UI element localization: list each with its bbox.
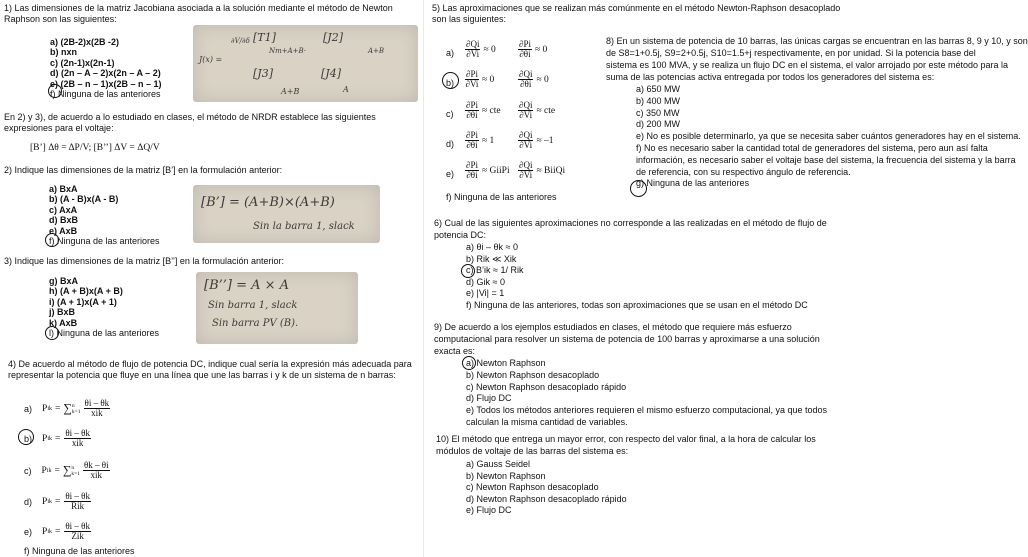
q9-text-line: computacional para resolver un sistema de potencia de 100 barras y aproximarse a una solución xyxy=(434,334,820,344)
power-subscript: ik xyxy=(47,435,52,442)
q6-option: f) Ninguna de las anteriores, todas son aproximaciones que se usan en el método DC xyxy=(466,300,808,310)
q4-denominator: xik xyxy=(90,470,103,480)
q5-derivative xyxy=(518,40,532,59)
q8-option: de referencia, con su respectivo ángulo de referencia. xyxy=(636,166,851,177)
handwritten-note-q3: [B’’] = A × A Sin barra 1, slack Sin barra PV (B). xyxy=(196,272,358,344)
q3-option: h) (A + B)x(A + B) xyxy=(49,286,123,297)
q5-derivative xyxy=(465,131,479,150)
q5-derivative-numerator: ∂Pi xyxy=(466,130,478,140)
q6-option: e) |Vi| = 1 xyxy=(466,288,505,299)
question-3-text: 3) Indique las dimensiones de la matriz [B’’] en la formulación anterior: xyxy=(4,256,284,266)
q9-option: d) Flujo DC xyxy=(466,393,512,404)
power-symbol: P xyxy=(42,496,48,507)
power-subscript: ik xyxy=(47,405,52,412)
q5-approx-value: ≈ –1 xyxy=(536,135,554,146)
q6-option: a) θi – θk ≈ 0 xyxy=(466,242,518,252)
q2-option: d) BxB xyxy=(49,215,78,226)
q8-text-line: de S8=1+0.5j, S9=2+0.5j, S10=1.5+j respectivamente, en por unidad. Si la potencia base del xyxy=(606,48,976,58)
q4-numerator: θk – θi xyxy=(84,460,109,470)
q1-option: c) (2n-1)x(2n-1) xyxy=(50,57,115,68)
q10-text-line: módulos de voltaje de las barras del sistema es: xyxy=(436,446,629,456)
sum-upper-limit: n xyxy=(71,464,75,471)
power-symbol: P xyxy=(42,526,48,537)
q2-option: b) (A - B)x(A - B) xyxy=(49,194,119,205)
q10-option: c) Newton Raphson desacoplado xyxy=(466,482,599,493)
q4-fraction xyxy=(64,429,91,448)
q4-formula-row xyxy=(24,429,92,448)
q5-approx-value: ≈ 1 xyxy=(481,135,495,146)
q9-option: e) Todos los métodos anteriores requieren el mismo esfuerzo computacional, ya que todos xyxy=(466,405,828,416)
q1-option: d) (2n – A – 2)x(2n – A – 2) xyxy=(50,68,161,79)
q1-option: e) (2B – n – 1)x(2B – n – 1) xyxy=(50,78,162,89)
q5-option-label: c) xyxy=(446,109,454,119)
q5-approx-value: ≈ BiiQi xyxy=(536,165,566,176)
sum-limits xyxy=(71,465,80,477)
q5-option-label: b) xyxy=(446,78,455,88)
sum-symbol: ∑ xyxy=(62,463,72,477)
q9-option: c) Newton Raphson desacoplado rápido xyxy=(466,381,627,392)
q4-option-label: e) xyxy=(24,526,33,537)
q2-option: a) BxA xyxy=(49,184,78,194)
q8-option: d) 200 MW xyxy=(636,119,681,130)
q4-option-label: d) xyxy=(24,496,33,507)
q3-option: i) (A + 1)x(A + 1) xyxy=(49,296,117,307)
question-4-option-f: f) Ninguna de las anteriores xyxy=(24,546,135,556)
q5-derivative-denominator: ∂Vi xyxy=(466,49,480,59)
power-subscript: ik xyxy=(47,528,52,535)
sum-lower-limit: k=1 xyxy=(71,470,80,477)
q8-option: a) 650 MW xyxy=(636,84,681,94)
q5-derivative xyxy=(518,70,533,89)
answer-circle-q2 xyxy=(45,233,59,247)
q5-derivative-numerator: ∂Qi xyxy=(466,39,480,49)
answer-circle-q1 xyxy=(48,84,62,98)
q4-fraction xyxy=(83,461,110,480)
q10-option: e) Flujo DC xyxy=(466,505,512,516)
q8-text-line: sistema es 100 MVA, y se realiza un flujo DC en el sistema, el valor arrojado por este método para la xyxy=(606,60,1009,70)
q8-text-line: 8) En un sistema de potencia de 10 barras, las únicas cargas se encuentran en las barras 8, 9 y 10, y son xyxy=(606,36,1028,46)
q5-derivative-numerator: ∂Qi xyxy=(519,130,533,140)
q6-text-line: 6) Cual de las siguientes aproximaciones no corresponde a las realizadas en el método de flujo de xyxy=(434,218,827,228)
q6-option: b) Rik ≪ Xik xyxy=(466,253,517,264)
question-4-text: 4) De acuerdo al método de flujo de potencia DC, indique cual sería la expresión más adecuada para representar la potencia que fluye en una línea que une las barras i y k de un sistema de n barras: xyxy=(8,359,412,380)
q8-option: información, es necesario saber el voltaje base del sistema, la frecuencia del sistema y la barra xyxy=(636,154,1016,165)
q5-approximation xyxy=(464,40,496,59)
power-symbol: P xyxy=(42,433,48,444)
q5-derivative-denominator: ∂Vi xyxy=(519,140,533,150)
equals-sign: = xyxy=(54,465,60,476)
q5-option-label: a) xyxy=(446,48,455,58)
equals-sign: = xyxy=(54,433,61,444)
q5-approximation xyxy=(464,70,494,89)
q5-approx-value: ≈ GiiPi xyxy=(481,165,510,176)
q4-option-label: a) xyxy=(24,403,33,414)
q5-approximation xyxy=(517,40,547,59)
q5-approximation xyxy=(517,131,554,150)
sum-upper-limit: n xyxy=(71,402,75,409)
answer-circle-q8 xyxy=(630,180,647,197)
q10-option: b) Newton Raphson xyxy=(466,470,546,481)
q9-option: a) Newton Raphson xyxy=(466,358,546,368)
intro-equation: [B’] Δθ = ΔP/V; [B’’] ΔV = ΔQ/V xyxy=(30,143,160,153)
equals-sign: = xyxy=(54,496,61,507)
q2-option: f) Ninguna de las anteriores xyxy=(49,236,160,246)
q4-fraction xyxy=(84,399,111,418)
q8-text-line: suma de las potencias activa entregada por todos los generadores del sistema es: xyxy=(606,72,935,82)
sum-limits xyxy=(72,403,81,415)
q5-derivative-denominator: ∂Vi xyxy=(519,170,533,180)
equals-sign: = xyxy=(54,403,61,414)
answer-circle-q6 xyxy=(461,264,475,278)
q2-option: c) AxA xyxy=(49,204,78,215)
q4-formula-row xyxy=(24,399,111,418)
q5-approx-value: ≈ cte xyxy=(536,105,556,116)
intro-text: En 2) y 3), de acuerdo a lo estudiado en clases, el método de NRDR establece las siguientes expresiones para el voltaje: xyxy=(4,112,376,133)
q4-numerator: θi – θk xyxy=(65,428,90,438)
q5-derivative-denominator: ∂θi xyxy=(520,79,532,89)
q8-option: c) 350 MW xyxy=(636,107,680,118)
q4-option-label: b) xyxy=(24,433,33,444)
q5-approx-value: ≈ 0 xyxy=(483,44,496,55)
column-divider xyxy=(423,0,424,557)
q5-derivative-denominator: ∂Vi xyxy=(519,110,533,120)
handwritten-note-q1: J(x) = ∂V/∂δ [T1] [J2] Nm+A+B· [J3] [J4] A+B A A+B xyxy=(193,25,418,102)
q4-denominator: xik xyxy=(71,438,84,448)
q5-derivative-numerator: ∂Pi xyxy=(519,39,531,49)
q5-approximation xyxy=(517,161,565,180)
q5-approximation xyxy=(517,101,555,120)
q6-option: d) Gik ≈ 0 xyxy=(466,276,505,287)
q4-denominator: Zik xyxy=(71,531,84,541)
sum-lower-limit: k=1 xyxy=(71,408,81,415)
equals-sign: = xyxy=(54,526,61,537)
q3-option: g) BxA xyxy=(49,276,78,286)
q5-approx-value: ≈ cte xyxy=(481,105,501,116)
q5-derivative xyxy=(518,131,533,150)
q10-text-line: 10) El método que entrega un mayor error, con respecto del valor final, a la hora de calcular los xyxy=(436,434,816,444)
q5-option-label: d) xyxy=(446,139,455,149)
answer-circle-q3 xyxy=(45,326,59,340)
question-5-option-f: f) Ninguna de las anteriores xyxy=(446,192,557,202)
q6-option: c) B’ik ≈ 1/ Rik xyxy=(466,265,524,276)
q9-text-line: exacta es: xyxy=(434,346,476,356)
q5-derivative-denominator: ∂Vi xyxy=(465,79,479,89)
q9-option: b) Newton Raphson desacoplado xyxy=(466,369,600,380)
q4-numerator: θi – θk xyxy=(65,491,90,501)
q5-approximation xyxy=(464,131,494,150)
q5-derivative xyxy=(465,161,479,180)
q5-derivative-numerator: ∂Pi xyxy=(466,100,478,110)
q5-derivative xyxy=(518,101,533,120)
q10-option: d) Newton Raphson desacoplado rápido xyxy=(466,493,627,504)
q4-option-label: c) xyxy=(24,465,32,476)
q5-derivative-numerator: ∂Qi xyxy=(519,160,533,170)
q5-approx-value: ≈ 0 xyxy=(536,74,549,85)
q9-option: calculan la misma cantidad de variables. xyxy=(466,417,628,427)
q5-derivative-denominator: ∂θi xyxy=(466,110,478,120)
q3-option: l) Ninguna de las anteriores xyxy=(49,328,160,338)
question-1-text: 1) Las dimensiones de la matriz Jacobiana asociada a la solución mediante el método de Newton Raphson son las siguientes: xyxy=(4,3,393,24)
answer-circle-q5 xyxy=(442,72,459,89)
q4-fraction xyxy=(64,522,91,541)
q4-fraction xyxy=(64,492,91,511)
q10-option: a) Gauss Seidel xyxy=(466,459,531,469)
q8-option: f) No es necesario saber la cantidad total de generadores del sistema, pero aun así falta xyxy=(636,143,988,153)
q5-derivative-denominator: ∂θi xyxy=(466,140,478,150)
q5-approximation xyxy=(464,101,501,120)
q4-denominator: Rik xyxy=(71,501,85,511)
q5-approximation xyxy=(464,161,510,180)
q4-numerator: θi – θk xyxy=(84,398,110,408)
q3-option: k) AxB xyxy=(49,317,78,328)
q4-formula-row xyxy=(24,492,92,511)
question-5-text: 5) Las aproximaciones que se realizan más comúnmente en el método Newton-Raphson desacoplado son las siguientes: xyxy=(432,3,841,24)
q5-derivative-numerator: ∂Qi xyxy=(519,69,533,79)
q5-derivative-denominator: ∂θi xyxy=(466,170,478,180)
q1-option: f) Ninguna de las anteriores xyxy=(50,89,161,99)
q4-formula-row xyxy=(24,461,111,480)
q5-derivative xyxy=(465,40,480,59)
q8-option: g) Ninguna de las anteriores xyxy=(636,178,750,189)
q1-option: a) (2B-2)x(2B -2) xyxy=(50,37,120,47)
q4-numerator: θi – θk xyxy=(65,521,90,531)
q5-approximation xyxy=(517,70,549,89)
q3-option: j) BxB xyxy=(49,307,76,318)
question-2-text: 2) Indique las dimensiones de la matriz [B’] en la formulación anterior: xyxy=(4,165,283,175)
q1-option: b) nxn xyxy=(50,47,77,58)
q8-option: e) No es posible determinarlo, ya que se necesita saber cuántos generadores hay en el sistema. xyxy=(636,131,1021,142)
q5-derivative-numerator: ∂Pi xyxy=(466,69,478,79)
answer-circle-q4 xyxy=(18,429,34,445)
q5-derivative xyxy=(465,70,479,89)
q4-denominator: xik xyxy=(91,408,103,418)
sum-symbol: ∑ xyxy=(63,401,72,415)
power-symbol: P xyxy=(41,465,47,476)
power-subscript: ik xyxy=(46,467,52,474)
q6-text-line: potencia DC: xyxy=(434,230,487,240)
q5-derivative-numerator: ∂Pi xyxy=(466,160,478,170)
q5-approx-value: ≈ 0 xyxy=(481,74,495,85)
q5-approx-value: ≈ 0 xyxy=(534,44,548,55)
q5-derivative-denominator: ∂θi xyxy=(519,49,531,59)
q5-derivative-numerator: ∂Qi xyxy=(519,100,533,110)
q5-derivative xyxy=(465,101,479,120)
handwritten-note-q2: [B’] = (A+B)×(A+B) Sin la barra 1, slack xyxy=(193,185,380,243)
answer-circle-q9 xyxy=(462,356,476,370)
q5-derivative xyxy=(518,161,533,180)
q5-option-label: e) xyxy=(446,169,455,179)
q9-text-line: 9) De acuerdo a los ejemplos estudiados en clases, el método que requiere más esfuerzo xyxy=(434,322,792,332)
q4-formula-row xyxy=(24,522,92,541)
power-subscript: ik xyxy=(47,498,52,505)
q2-option: e) AxB xyxy=(49,225,78,236)
power-symbol: P xyxy=(42,403,48,414)
q8-option: b) 400 MW xyxy=(636,95,681,106)
